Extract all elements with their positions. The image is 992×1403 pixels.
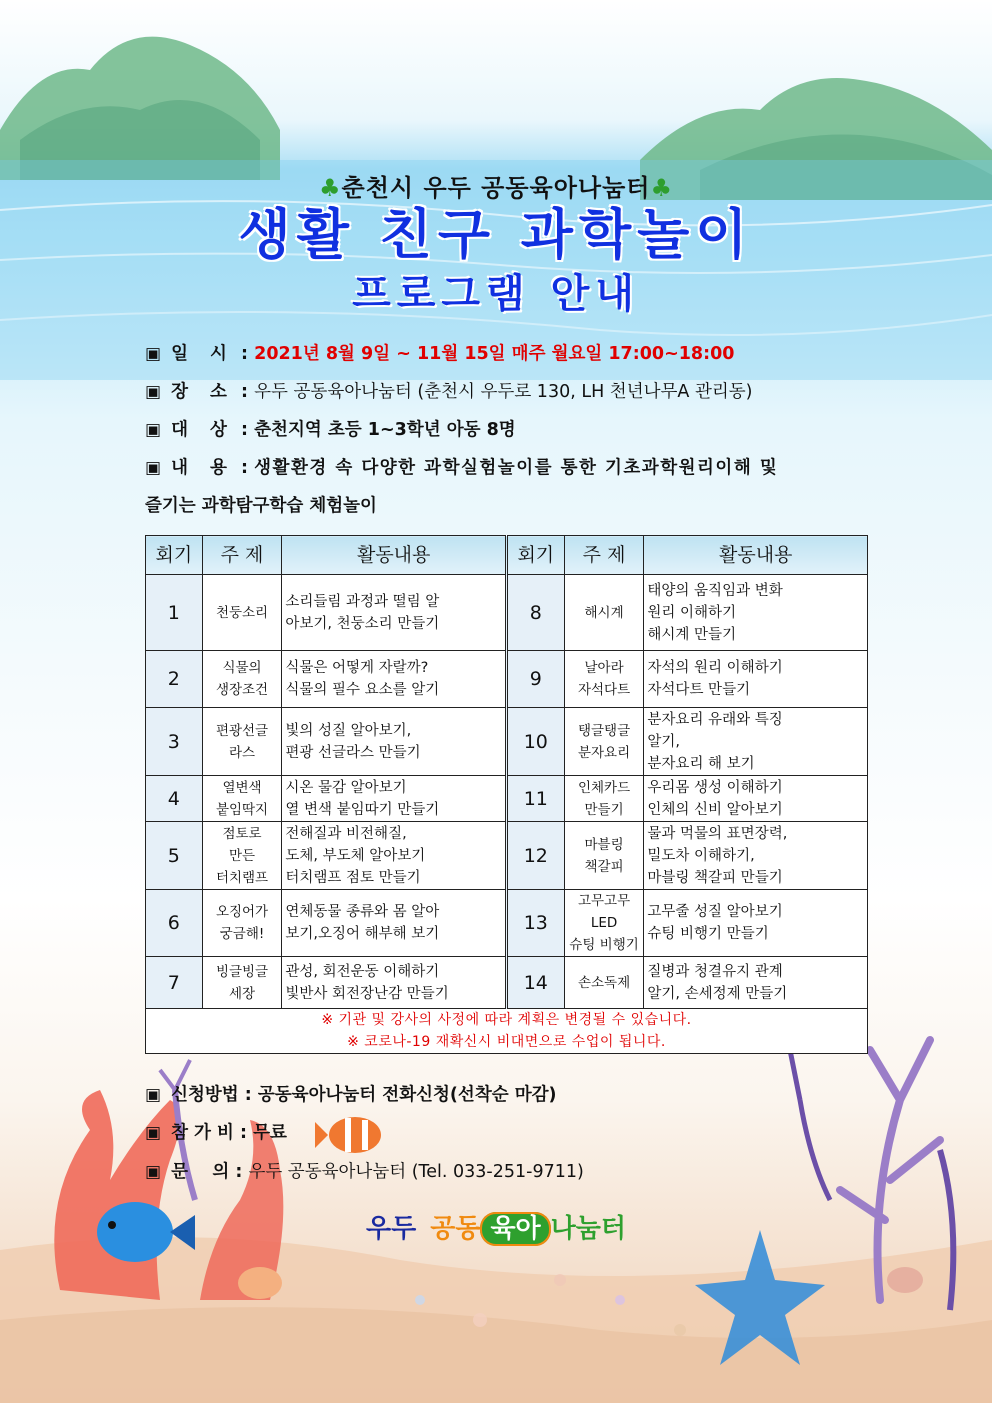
session-topic-line: 슈팅 비행기 <box>569 937 639 953</box>
session-activity-line: 인체의 신비 알아보기 <box>647 801 783 818</box>
info-contact: ▣ 문 의 : 우두 공동육아나눔터 (Tel. 033-251-9711) <box>145 1162 584 1182</box>
session-topic-line: 터치램프 <box>215 869 269 886</box>
session-activity-line: 연체동물 종류와 몸 알아 <box>285 904 440 920</box>
session-activity-line: 마블링 책갈피 만들기 <box>647 869 783 886</box>
session-number: 2 <box>146 651 203 708</box>
note-covid: ※ 코로나-19 재확신시 비대면으로 수업이 됩니다. <box>347 1034 666 1050</box>
note-schedule-change: ※ 기관 및 강사의 사정에 따라 계획은 변경될 수 있습니다. <box>321 1012 692 1028</box>
table-row <box>146 575 868 651</box>
session-topic <box>564 957 644 1009</box>
fee-value: 무료 <box>253 1123 287 1143</box>
clover-icon: ♣ <box>650 174 673 202</box>
session-activity-line: 고무줄 성질 알아보기 <box>647 904 783 920</box>
session-activity <box>282 708 507 776</box>
header-activity: 활동내용 <box>644 536 868 575</box>
session-topic-line: 편광선글 <box>215 722 269 739</box>
session-activity <box>644 822 868 890</box>
session-topic-line: 만든 <box>228 847 256 864</box>
table-note-row <box>146 1009 868 1054</box>
session-activity-line: 원리 이해하기 <box>647 604 737 621</box>
session-activity-line: 도체, 부도체 알아보기 <box>285 847 426 864</box>
fee-label: 참 가 비 <box>171 1123 234 1143</box>
session-topic-line: 만들기 <box>584 801 624 818</box>
session-activity-line: 슈팅 비행기 만들기 <box>647 926 769 942</box>
subtitle-text: 춘천시 우두 공동육아나눔터 <box>341 174 651 202</box>
contact-label: 문 의 <box>171 1162 230 1182</box>
footer-logo <box>0 1208 992 1245</box>
logo-part-yuka: 육아 <box>480 1212 550 1246</box>
session-activity <box>644 651 868 708</box>
info-fee: ▣ 참 가 비 : 무료 <box>145 1123 287 1143</box>
session-number: 3 <box>146 708 203 776</box>
session-topic <box>564 708 644 776</box>
apply-label: 신청방법 <box>171 1085 239 1105</box>
session-topic-line: 해시계 <box>584 604 624 621</box>
session-topic-line: 고무고무LED <box>577 893 631 931</box>
session-topic-line: 세장 <box>228 985 256 1002</box>
session-activity-line: 분자요리 유래와 특징 <box>647 711 783 728</box>
schedule-table <box>145 535 868 1054</box>
session-number: 14 <box>506 957 564 1009</box>
session-activity-line: 우리몸 생성 이해하기 <box>647 779 783 796</box>
session-activity-line: 식물은 어떻게 자랄까? <box>285 660 429 676</box>
clover-icon: ♣ <box>319 174 342 202</box>
session-activity-line: 보기,오징어 해부해 보기 <box>285 926 440 942</box>
table-row <box>146 822 868 890</box>
session-topic-line: 열변색 <box>222 779 262 796</box>
session-activity-line: 시온 물감 알아보기 <box>285 779 407 796</box>
header-session: 회기 <box>146 536 203 575</box>
session-activity-line: 알기, <box>647 733 681 750</box>
session-activity <box>282 651 507 708</box>
session-topic <box>202 708 282 776</box>
session-topic-line: 붙임딱지 <box>215 801 269 818</box>
session-topic-line: 손소독제 <box>577 974 631 991</box>
session-activity-line: 전해질과 비전해질, <box>285 825 407 842</box>
session-activity-line: 알기, 손세정제 만들기 <box>647 985 788 1002</box>
session-activity-line: 물과 먹물의 표면장력, <box>647 825 788 842</box>
session-topic <box>564 575 644 651</box>
place-value: 우두 공동육아나눔터 (춘천시 우두로 130, LH 천년나무A 관리동) <box>254 382 753 402</box>
square-bullet-icon: ▣ <box>145 458 162 478</box>
session-topic-line: 생장조건 <box>215 682 269 698</box>
session-topic-line: 천둥소리 <box>215 604 269 621</box>
content-label: 내 용 <box>171 458 235 478</box>
session-activity <box>282 822 507 890</box>
session-topic <box>202 651 282 708</box>
session-activity <box>644 890 868 957</box>
session-topic <box>564 890 644 957</box>
date-label: 일 시 <box>171 344 235 364</box>
session-topic <box>202 776 282 822</box>
session-topic-line: 빙글빙글 <box>215 963 269 980</box>
session-number: 1 <box>146 575 203 651</box>
apply-value: 공동육아나눔터 전화신청(선착순 마감) <box>257 1085 557 1105</box>
info-date: ▣ 일 시 : 2021년 8월 9일 ~ 11월 15일 매주 월요일 17:00~18:00 <box>145 344 735 364</box>
session-activity <box>282 957 507 1009</box>
session-activity <box>282 575 507 651</box>
session-number: 9 <box>506 651 564 708</box>
session-activity-line: 빛의 성질 알아보기, <box>285 722 412 739</box>
place-label: 장 소 <box>171 382 235 402</box>
session-topic-line: 자석다트 <box>577 682 631 698</box>
session-topic-line: 책갈피 <box>584 858 624 875</box>
info-place: ▣ 장 소 : 우두 공동육아나눔터 (춘천시 우두로 130, LH 천년나무A 관리동) <box>145 382 753 402</box>
session-topic-line: 라스 <box>228 744 256 761</box>
square-bullet-icon: ▣ <box>145 344 162 364</box>
session-activity-line: 해시계 만들기 <box>647 626 737 643</box>
session-topic-line: 탱글탱글 <box>577 722 631 739</box>
session-topic <box>564 822 644 890</box>
session-topic-line: 궁금해! <box>219 926 265 942</box>
header-session: 회기 <box>506 536 564 575</box>
session-activity <box>644 957 868 1009</box>
session-topic <box>202 575 282 651</box>
session-activity-line: 밀도차 이해하기, <box>647 847 755 864</box>
session-activity <box>644 708 868 776</box>
square-bullet-icon: ▣ <box>145 1123 162 1143</box>
table-row <box>146 651 868 708</box>
header-topic: 주 제 <box>202 536 282 575</box>
session-topic-line: 인체카드 <box>577 779 631 796</box>
table-row <box>146 957 868 1009</box>
session-number: 6 <box>146 890 203 957</box>
table-notes <box>146 1009 868 1054</box>
session-number: 10 <box>506 708 564 776</box>
date-value: 2021년 8월 9일 ~ 11월 15일 매주 월요일 17:00~18:00 <box>254 344 735 364</box>
table-row <box>146 776 868 822</box>
logo-part-udu: 우두 <box>365 1214 417 1244</box>
session-activity-line: 열 변색 붙임따기 만들기 <box>285 801 440 818</box>
session-number: 8 <box>506 575 564 651</box>
session-activity-line: 터치램프 점토 만들기 <box>285 869 421 886</box>
square-bullet-icon: ▣ <box>145 420 162 440</box>
session-activity <box>644 575 868 651</box>
page-title: 생활 친구 과학놀이 <box>238 203 754 266</box>
session-activity-line: 질병과 청결유지 관계 <box>647 963 783 980</box>
session-number: 12 <box>506 822 564 890</box>
session-number: 11 <box>506 776 564 822</box>
header-topic: 주 제 <box>564 536 644 575</box>
info-apply: ▣ 신청방법 : 공동육아나눔터 전화신청(선착순 마감) <box>145 1085 557 1105</box>
logo-part-gongdong: 공동 <box>430 1214 481 1244</box>
session-topic <box>202 957 282 1009</box>
table-row <box>146 708 868 776</box>
session-number: 4 <box>146 776 203 822</box>
square-bullet-icon: ▣ <box>145 1162 162 1182</box>
info-target: ▣ 대 상 : 춘천지역 초등 1~3학년 아동 8명 <box>145 420 516 440</box>
target-value: 춘천지역 초등 1~3학년 아동 8명 <box>254 420 516 440</box>
page-subtitle: 프로그램 안내 <box>352 271 640 317</box>
session-topic-line: 분자요리 <box>577 744 631 761</box>
contact-value: 우두 공동육아나눔터 (Tel. 033-251-9711) <box>248 1162 584 1182</box>
session-topic-line: 식물의 <box>222 660 262 676</box>
content-value: 생활환경 속 다양한 과학실험놀이를 통한 기초과학원리이해 및 <box>254 458 779 478</box>
header-activity: 활동내용 <box>282 536 507 575</box>
session-activity-line: 자석의 원리 이해하기 <box>647 660 783 676</box>
session-topic <box>202 822 282 890</box>
session-topic-line: 점토로 <box>222 825 262 842</box>
session-activity-line: 관성, 회전운동 이해하기 <box>285 963 440 980</box>
session-number: 5 <box>146 822 203 890</box>
table-header-row <box>146 536 868 575</box>
session-activity-line: 자석다트 만들기 <box>647 682 751 698</box>
session-activity-line: 빛반사 회전장난감 만들기 <box>285 985 449 1002</box>
session-topic-line: 마블링 <box>584 836 624 853</box>
info-content: ▣ 내 용 : 생활환경 속 다양한 과학실험놀이를 통한 기초과학원리이해 및 <box>145 458 779 478</box>
session-activity-line: 소리들림 과정과 떨림 알 <box>285 593 440 610</box>
session-number: 7 <box>146 957 203 1009</box>
session-number: 13 <box>506 890 564 957</box>
session-topic <box>202 890 282 957</box>
session-activity-line: 식물의 필수 요소를 알기 <box>285 682 440 698</box>
session-activity <box>282 890 507 957</box>
session-topic <box>564 776 644 822</box>
session-topic-line: 날아라 <box>584 660 624 676</box>
session-topic <box>564 651 644 708</box>
square-bullet-icon: ▣ <box>145 1085 162 1105</box>
info-content-line2: 즐기는 과학탐구학습 체험놀이 <box>145 496 377 516</box>
session-activity-line: 편광 선글라스 만들기 <box>285 744 421 761</box>
square-bullet-icon: ▣ <box>145 382 162 402</box>
session-topic-line: 오징어가 <box>215 904 269 920</box>
session-activity-line: 분자요리 해 보기 <box>647 755 755 772</box>
logo-part-nanumteo: 나눔터 <box>550 1214 627 1244</box>
session-activity <box>282 776 507 822</box>
session-activity <box>644 776 868 822</box>
target-label: 대 상 <box>171 420 235 440</box>
session-activity-line: 아보기, 천둥소리 만들기 <box>285 615 440 632</box>
table-row <box>146 890 868 957</box>
session-activity-line: 태양의 움직임과 변화 <box>647 582 783 599</box>
